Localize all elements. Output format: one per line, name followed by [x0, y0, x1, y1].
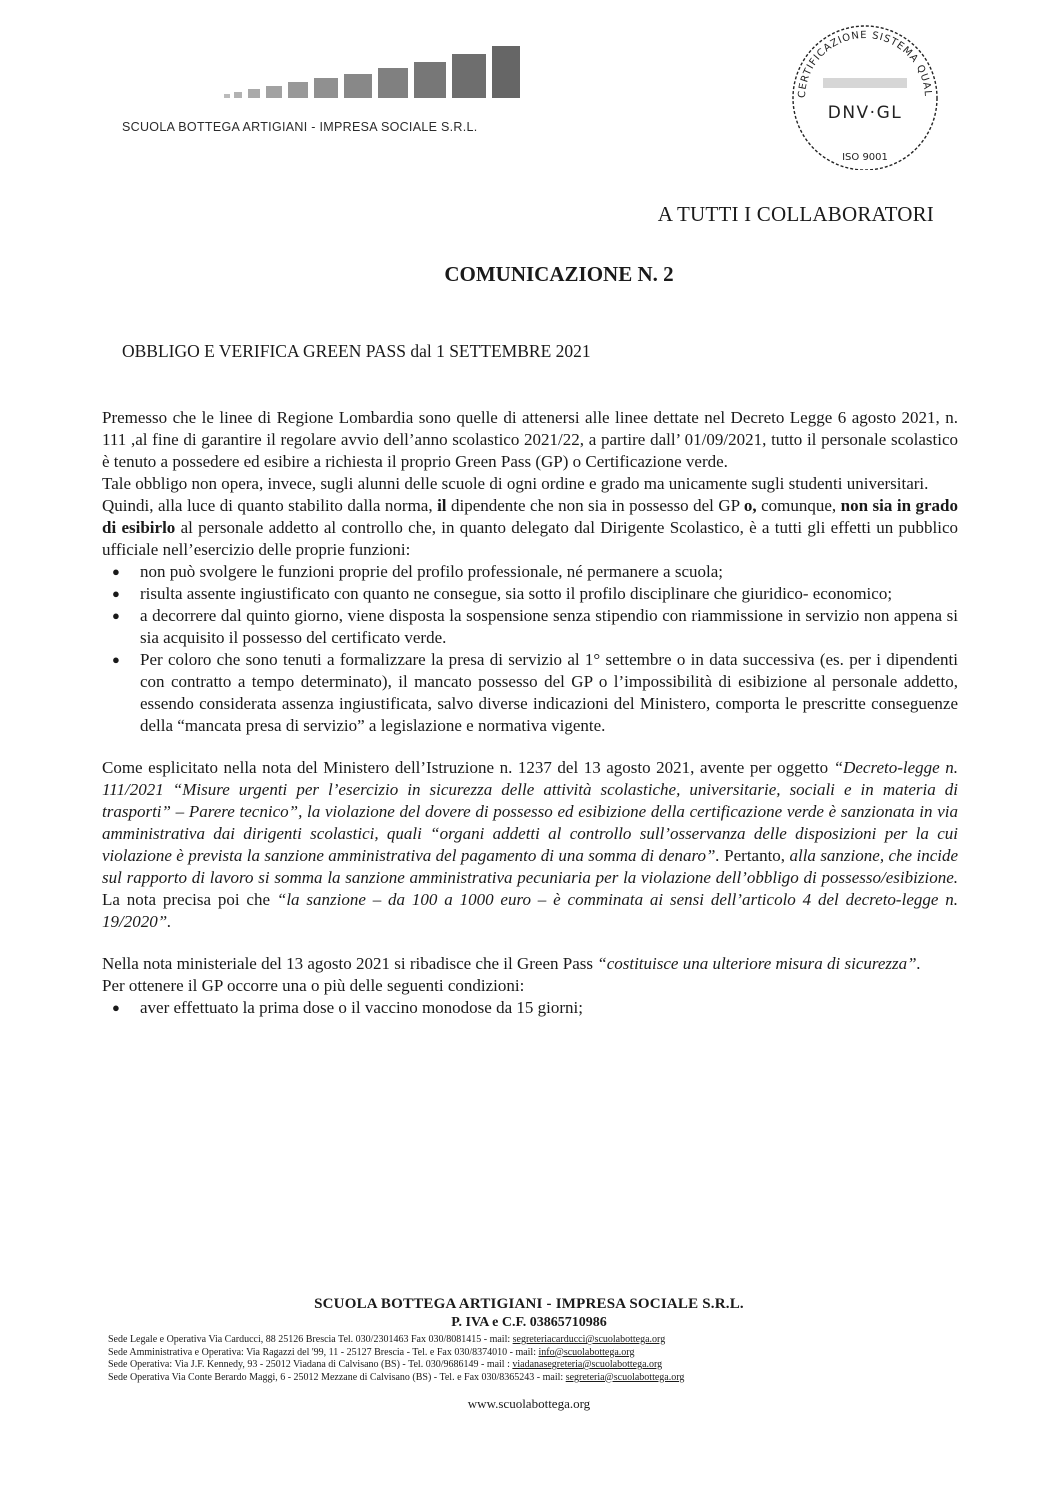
footer-company-name: SCUOLA BOTTEGA ARTIGIANI - IMPRESA SOCIALE S.R.L. [314, 1296, 744, 1312]
school-name-header: SCUOLA BOTTEGA ARTIGIANI - IMPRESA SOCIALE S.R.L. [122, 120, 478, 134]
paragraph-ministry-note: Come esplicitato nella nota del Ministero dell’Istruzione n. 1237 del 13 agosto 2021, avente per oggetto “Decreto-legge n. 111/2021 “Misure urgenti per l’esercizio in sicurezza delle attività scolastiche, universitarie, sociali e in materia di trasporti” – Parere tecnico”, la violazione del dovere di possesso ed esibizione della certificazione verde è sanzionata in via amministrativa dai dirigenti scolastici, quali “organi addetti al controllo sull’osservanza delle disposizioni per la cui violazione è prevista la sanzione amministrativa del pagamento di una somma di denaro”. Pertanto, alla sanzione, che incide sul rapporto di lavoro si somma la sanzione amministrativa pecuniaria per la violazione dell’obbligo di possesso/esibizione. La nota precisa poi che “la sanzione – da 100 a 1000 euro – è comminata ai sensi dell’articolo 4 del decreto-legge n. 19/2020”. [102, 758, 959, 931]
document-body [102, 407, 958, 1019]
conditions-list [102, 997, 958, 1019]
footer-vat-number: P. IVA e C.F. 03865710986 [451, 1315, 607, 1330]
seal-brand: DNV·GL [827, 103, 903, 123]
bullet-icon: ● [112, 564, 120, 579]
footer-address-line: Sede Amministrativa e Operativa: Via Ragazzi del '99, 11 - 25127 Brescia - Tel. e Fax 030/8374010 - mail: info@scuolabottega.org [108, 1346, 635, 1358]
footer-address-line: Sede Legale e Operativa Via Carducci, 88 25126 Brescia Tel. 030/2301463 Fax 030/8081415 - mail: segreteriacarducci@scuolabottega.org [108, 1334, 666, 1345]
recipient-line: A TUTTI I COLLABORATORI [657, 202, 934, 226]
seal-standard: ISO 9001 [842, 152, 888, 163]
list-item: ● Per coloro che sono tenuti a formalizzare la presa di servizio al 1° settembre o in data successiva (es. per i dipendenti con contratto a tempo determinato), il mancato possesso del GP o l’impossibilità di esibizione al personale addetto, essendo considerata assenza ingiustificata, salvo diverse indicazioni del Ministero, comporta le prescritte conseguenze della “mancata presa di servizio” a legislazione e normativa vigente. [112, 650, 958, 735]
email-link[interactable]: segreteria@scuolabottega.org [565, 1371, 685, 1383]
footer-address-line: Sede Operativa Via Conte Berardo Maggi, 6 - 25012 Mezzane di Calvisano (BS) - Tel. e Fax 030/8365243 - mail: segreteria@scuolabottega.org [108, 1371, 685, 1383]
paragraph-conditions: Per ottenere il GP occorre una o più delle seguenti condizioni: [102, 976, 525, 995]
bullet-icon: ● [112, 608, 120, 623]
footer-addresses [108, 1334, 963, 1384]
bullet-icon: ● [112, 652, 120, 667]
communication-title: COMUNICAZIONE N. 2 [444, 262, 674, 286]
paragraph-consequences: Quindi, alla luce di quanto stabilito dalla norma, il dipendente che non sia in possesso del GP o, comunque, non sia in grado di esibirlo al personale addetto al controllo che, in quanto delegato dal Dirigente Scolastico, è a tutti gli effetti un pubblico ufficiale nell’esercizio delle proprie funzioni: [102, 496, 959, 559]
bullet-icon: ● [112, 1000, 120, 1015]
list-item: ● risulta assente ingiustificato con quanto ne consegue, sia sotto il profilo disciplinare che giuridico- economico; [112, 584, 893, 603]
list-item: ● a decorrere dal quinto giorno, viene disposta la sospensione senza stipendio con riammissione in servizio non appena si sia acquisito il possesso del certificato verde. [112, 606, 958, 647]
list-item: ● non può svolgere le funzioni proprie del profilo professionale, né permanere a scuola; [112, 562, 723, 581]
paragraph-students: Tale obbligo non opera, invece, sugli alunni delle scuole di ogni ordine e grado ma unicamente sugli studenti universitari. [102, 474, 929, 493]
subject-line: OBBLIGO E VERIFICA GREEN PASS dal 1 SETTEMBRE 2021 [122, 341, 591, 361]
list-item: ● aver effettuato la prima dose o il vaccino monodose da 15 giorni; [112, 998, 583, 1017]
footer [0, 1296, 1058, 1331]
certification-seal [785, 20, 945, 170]
school-logo-graphic [222, 44, 522, 104]
footer-address-line: Sede Operativa: Via J.F. Kennedy, 93 - 25012 Viadana di Calvisano (BS) - Tel. 030/9686149 - mail : viadanasegreteria@scuolabottega.org [108, 1359, 663, 1370]
seal-ring-text: CERTIFICAZIONE SISTEMA QUAL [796, 29, 934, 99]
footer-website-link[interactable]: www.scuolabottega.org [467, 1396, 591, 1411]
bullet-icon: ● [112, 586, 120, 601]
email-link[interactable]: segreteriacarducci@scuolabottega.org [512, 1334, 666, 1345]
paragraph-green-pass-measure: Nella nota ministeriale del 13 agosto 2021 si ribadisce che il Green Pass “costituisce una ulteriore misura di sicurezza”. [102, 954, 921, 973]
paragraph-premise: Premesso che le linee di Regione Lombardia sono quelle di attenersi alle linee dettate nel Decreto Legge 6 agosto 2021, n. 111 ,al fine di garantire il regolare avvio dell’anno scolastico 2021/22, a partire dall’ 01/09/2021, tutto il personale scolastico è tenuto a possedere ed esibire a richiesta il proprio Green Pass (GP) o Certificazione verde. [102, 408, 958, 471]
email-link[interactable]: viadanasegreteria@scuolabottega.org [512, 1359, 663, 1370]
email-link[interactable]: info@scuolabottega.org [538, 1346, 635, 1358]
consequences-list [102, 561, 958, 737]
